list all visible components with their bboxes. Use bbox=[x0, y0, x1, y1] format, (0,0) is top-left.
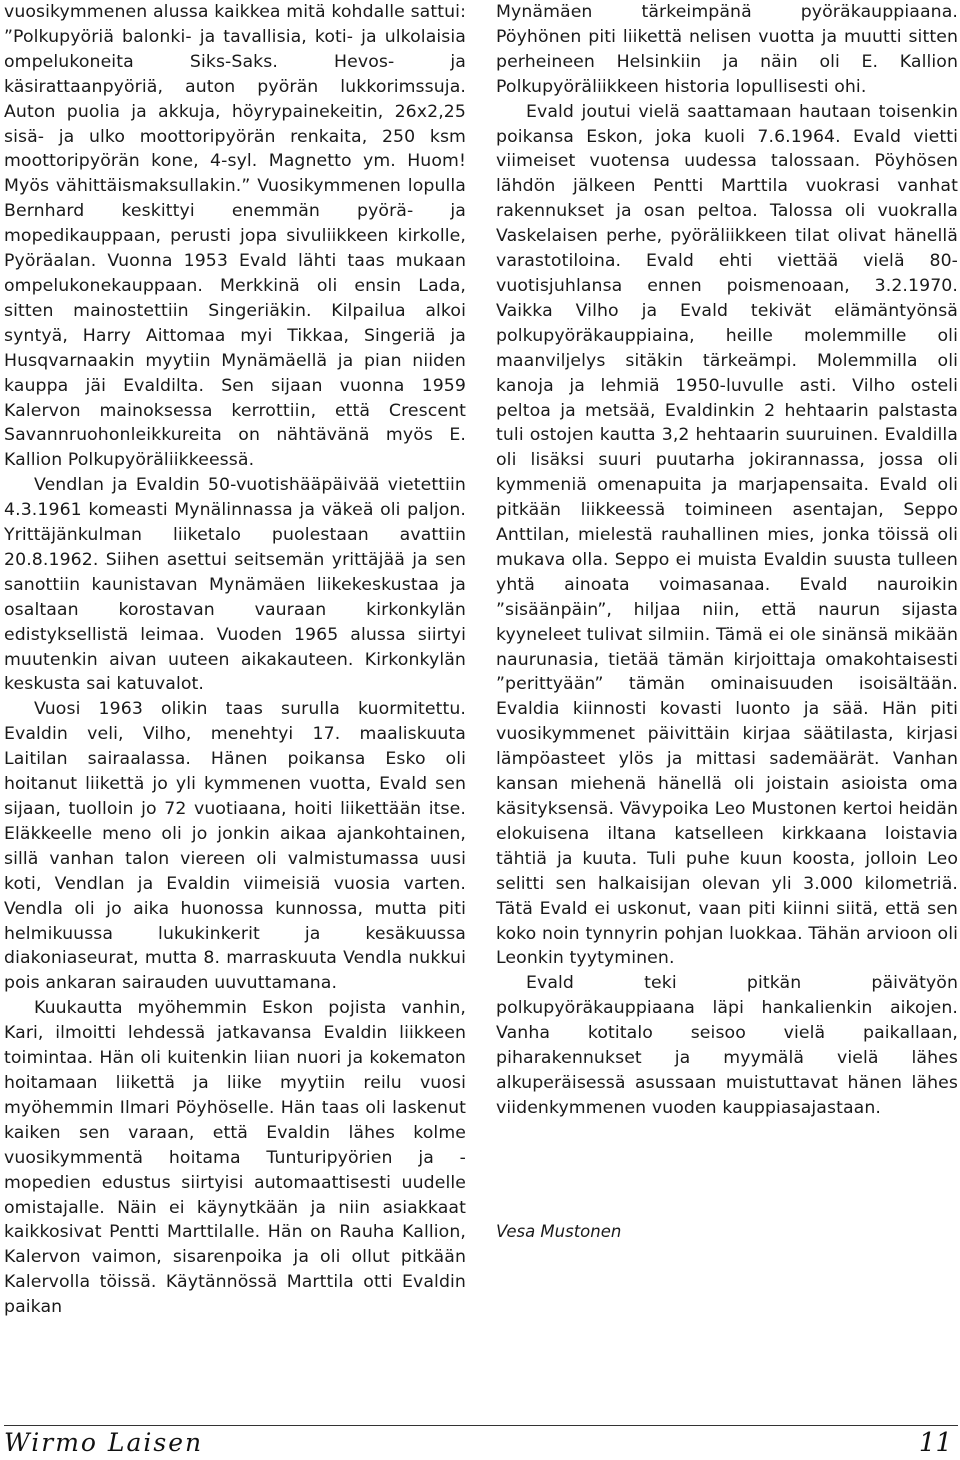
body-paragraph: Evald joutui vielä saattamaan hautaan toisenkin poikansa Eskon, joka kuoli 7.6.1964. Evald vietti viimeiset vuotensa uudessa talossaan. Pöyhösen lähdön jälkeen Pentti Marttila vuokrasi vanhat rakennukset ja osan peltoa. Talossa oli vuokralla Vaskelaisen perhe, pyöräliikkeen tilat olivat hänellä varastotiloina. Evald ehti viettää vielä 80-vuotisjuhlansa ennen poismenoaan, 3.2.1970. Vaikka Vilho ja Evald tekivät elämäntyönsä polkupyöräkauppiaina, heille molemmille oli maanviljelys sitäkin tärkeämpi. Molemmilla oli kanoja ja lehmiä 1950-luvulle asti. Vilho osteli peltoa ja metsää, Evaldinkin 2 hehtaarin palstasta tuli ostojen kautta 3,2 hehtaarin suuruinen. Evaldilla oli lisäksi suuri puutarha jokirannassa, jossa oli kymmeniä omenapuita ja marjapensaita. Evald oli pitkään liikkeessä toimineen asentajan, Seppo Anttilan, mielestä rauhallinen mies, jonka töissä oli mukava olla. Seppo ei muista Evaldin suusta tulleen yhtä ainoata voimasanaa. Evald nauroikin ”sisäänpäin”, hiljaa niin, että naurun sijasta kyyneleet tulivat silmiin. Tämä ei ole sinänsä mikään naurunasia, tietää tämän kirjoittaja omakohtaisesti ”perittyään” tämän ominaisuuden isoisältään. Evaldia kiinnosti kovasti luonto ja sää. Hän piti vuosikymmenet päivittäin kirjaa säätilasta, kirjasi lämpöasteet ylös ja mittasi sademäärät. Vanhan kansan miehenä hänellä oli joistain asioista oma käsityksensä. Vävypoika Leo Mustonen kertoi heidän elokuisena iltana katselleen kirkkaana loistavia tähtiä ja kuuta. Tuli puhe kuun koosta, jolloin Leo selitti sen halkaisijan olevan yli 3.000 kilometriä. Tätä Evald ei uskonut, vaan piti kiinni siitä, että sen koko noin tynnyrin pohjan luokkaa. Tähän arvioon oli Leonkin tyytyminen. bbox=[496, 101, 958, 969]
body-paragraph: Evald teki pitkän päivätyön polkupyöräkauppiaana läpi hankalienkin aikojen. Vanha kotitalo seisoo vielä paikallaan, piharakennukset ja myymälä vielä lähes alkuperäisessä asussaan muistuttavat hänen lähes viidenkymmenen vuoden kauppiasajastaan. bbox=[496, 973, 958, 1118]
body-paragraph: Mynämäen tärkeimpänä pyöräkauppiaana. Pöyhönen piti liikettä nelisen vuotta ja muutti sitten perheineen Helsinkiin ja näin oli E. Kallion Polkupyöräliikkeen historia lopullisesti ohi. bbox=[496, 2, 958, 97]
article-column-right bbox=[496, 0, 958, 1121]
body-paragraph: Vuosi 1963 olikin taas surulla kuormitettu. Evaldin veli, Vilho, menehtyi 17. maaliskuuta Laitilan sairaalassa. Hänen poikansa Esko oli hoitanut liikettä jo yli kymmenen vuotta, Evald sen sijaan, tuolloin jo 72 vuotiaana, hoiti liikettään itse. Eläkkeelle meno oli jo jonkin aikaa ajankohtainen, sillä vanhan talon viereen oli valmistumassa uusi koti, Vendlan ja Evaldin viimeisiä vuosia varten. Vendla oli jo aika huonossa kunnossa, mutta piti helmikuussa lukukinkerit ja kesäkuussa diakoniaseurat, mutta 8. marraskuuta Vendla nukkui pois ankaran sairauden uuvuttamana. bbox=[4, 699, 466, 994]
page-number: 11 bbox=[918, 1428, 952, 1458]
body-paragraph: vuosikymmenen alussa kaikkea mitä kohdalle sattui: ”Polkupyöriä balonki- ja tavallisia, koti- ja ulkolaisia ompelukoneita Siks-Saks. Hevos- ja käsirattaanpyöriä, auton pyörän lukkorimssuja. Auton puolia ja akkuja, höyrypainekeitin, 26x2,25 sisä- ja ulko moottoripyörän renkaita, 250 ksm moottoripyörän kone, 4-syl. Magnetto ym. Huom! Myös vähittäismaksullakin.” Vuosikymmenen lopulla Bernhard keskittyi enemmän pyörä- ja mopedikauppaan, perusti jopa sivuliikkeen kirkolle, Pyöräalan. Vuonna 1953 Evald lähti taas mukaan ompelukonekauppaan. Merkkinä oli ensin Lada, sitten mainostettiin Singeriäkin. Kilpailua alkoi syntyä, Harry Aittomaa myi Tikkaa, Singeriä ja Husqvarnaakin myytiin Mynämäellä ja pian niiden kauppa jäi Evaldilta. Sen sijaan vuonna 1959 Kalervon mainoksessa kerrottiin, että Crescent Savannruohonleikkureita on nähtävänä myös E. Kallion Polkupyöräliikkeessä. bbox=[4, 2, 466, 471]
author-signature: Vesa Mustonen bbox=[496, 1222, 622, 1241]
body-paragraph: Vendlan ja Evaldin 50-vuotishääpäivää vietettiin 4.3.1961 komeasti Mynälinnassa ja väkeä oli paljon. Yrittäjänkulman liiketalo puolestaan avattiin 20.8.1962. Siihen asettui seitsemän yrittäjää ja sen sanottiin kaunistavan Mynämäen liikekeskustaa ja osaltaan korostavan vauraan kirkonkylän edistyksellistä leimaa. Vuoden 1965 alussa siirtyi muutenkin aivan uuteen aikakauteen. Kirkonkylän keskusta sai katuvalot. bbox=[4, 475, 466, 695]
article-column-left bbox=[4, 0, 466, 1320]
body-paragraph: Kuukautta myöhemmin Eskon pojista vanhin, Kari, ilmoitti lehdessä jatkavansa Evaldin liikkeen toimintaa. Hän oli kuitenkin liian nuori ja kokematon hoitamaan liikettä ja liike myytiin reilu vuosi myöhemmin Ilmari Pöyhöselle. Hän taas oli laskenut kaiken sen varaan, että Evaldin lähes kolme vuosikymmentä hoitama Tunturipyörien ja -mopedien edustus siirtyisi automaattisesti uudelle omistajalle. Näin ei käynytkään ja niin asiakkaat kaikkosivat Pentti Marttilalle. Hän on Rauha Kallion, Kalervon vaimon, sisarenpoika ja oli ollut pitkään Kalervolla töissä. Käytännössä Marttila otti Evaldin paikan bbox=[4, 998, 466, 1318]
footer-divider bbox=[4, 1425, 958, 1426]
publication-logo: Wirmo Laisen bbox=[4, 1428, 204, 1457]
